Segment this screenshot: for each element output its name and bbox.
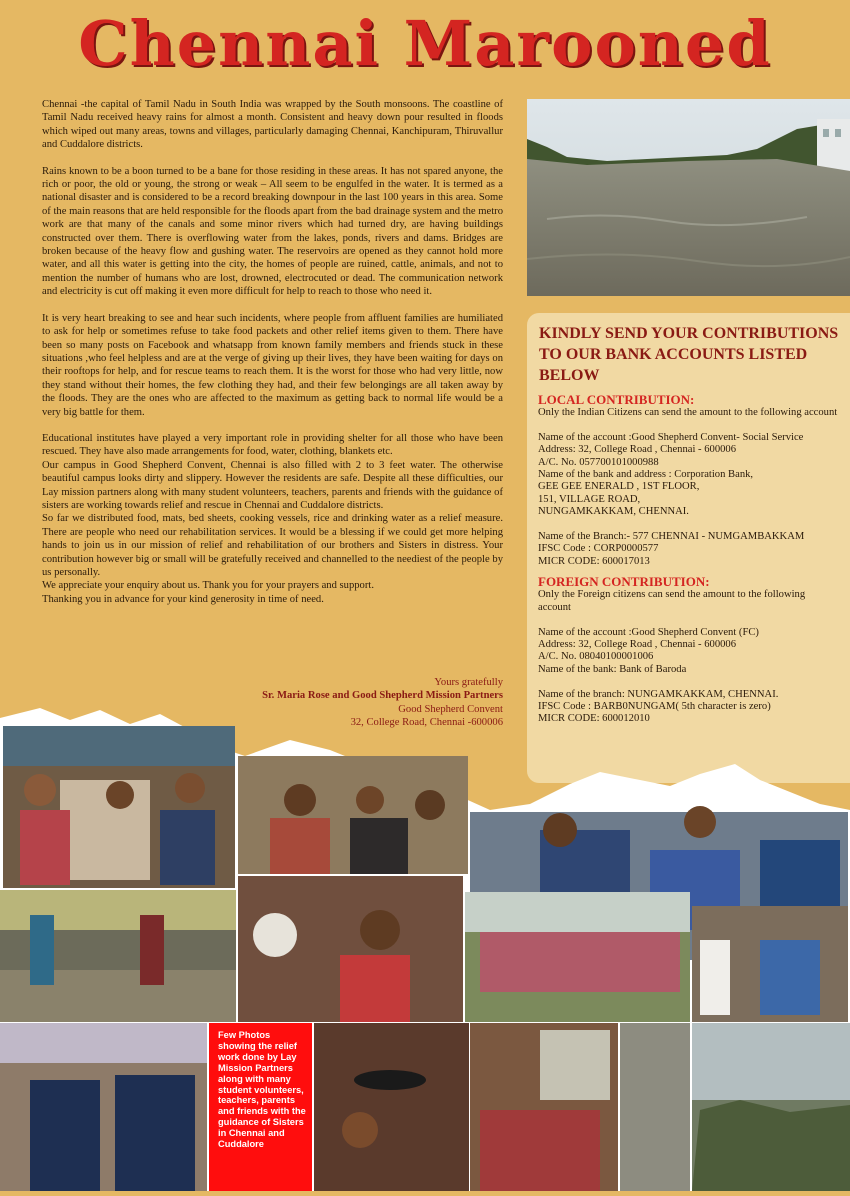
article-paragraph: Rains known to be a boon turned to be a bane for those residing in these areas. It has not spared anyone, the rich or poor, the old or young, the strong or weak – All seem to be engulfed in the water. It is termed as a national disaster and is considered to be a record breaking downpour in the last 100 years in this area. Some of the main reasons that are held responsible for the floods apart from the bad drainage system and the metro work are that many of the canals and some minor rivers which had turned dry, are having buildings constructed over them. There is overflowing water from the lakes, ponds, rivers and dams. Bridges are broken because of the heavy flow and gushing water. The reservoirs are opened as they cannot hold more water, and all this water is getting into the city, the homes of people are ruined, cattle, animals, and not to mention the number of humans who are lost, drowned, electrocuted or dead. The communication network and electricity is cut off making it even more difficult for help to reach to those who need it. [42, 165, 503, 298]
foreign-contribution-details: Only the Foreign citizens can send the amount to the following account Name of the account :Good Shepherd Convent (FC) Address: 32, College Road , Chennai - 600006 A/C. No. 08040100001006 Name of the bank: Bank of Baroda Name of the branch: NUNGAMKAKKAM, CHENNAI. IFSC Code : BARB0NUNGAM( 5th character is zero) MICR CODE: 600012010 [538, 589, 806, 725]
signature-address: 32, College Road, Chennai -600006 [350, 717, 503, 729]
local-contribution-details: Only the Indian Citizens can send the amount to the following account Name of the account :Good Shepherd Convent- Social Service Address: 32, College Road , Chennai - 600006 A/C. No. 057700101000988 Name of the bank and address : Corporation Bank, GEE GEE ENERALD , 1ST FLOOR, 151, VILLAGE ROAD, NUNGAMKAKKAM, CHENNAI. Name of the Branch:- 577 CHENNAI - NUMGAMBAKKAM IFSC Code : CORP0000577 MICR CODE: 600017013 [538, 407, 838, 567]
signature-name: Sr. Maria Rose and Good Shepherd Mission Partners [262, 690, 503, 702]
photo-group-center [238, 756, 468, 874]
article-paragraph: Our campus in Good Shepherd Convent, Chennai is also filled with 2 to 3 feet water. The otherwise beautiful campus looks dirty and slippery. However the residents are safe. Despite all these difficulties, our Lay mission partners along with many student volunteers, teachers, parents and friends with the guidance of sisters are working towards relief and rescue in Chennai and Cuddalore districts. [42, 459, 503, 511]
photo-row-bottom [0, 1023, 850, 1191]
article-paragraph: Chennai -the capital of Tamil Nadu in South India was wrapped by the South monsoons. The coastline of Tamil Nadu received heavy rains for almost a month. Consistent and heavy down pour resulted in floods which wiped out many areas, towns and villages, particularly damaging Chennai, Kanchipuram, Thiruvallur and Cuddalore districts. [42, 99, 503, 151]
article-paragraph: Thanking you in advance for your kind generosity in time of need. [42, 593, 324, 605]
article-paragraph: It is very heart breaking to see and hear such incidents, where people from affluent families are humiliated to ask for help or sometimes refuse to take food packets and other relief items given to them. There have been so many posts on Facebook and whatsapp from known family members and friends stuck in these situations ,who feel helpless and are at the verge of giving up their lives, they have been waiting for days on their rooftops for help, and for rescue teams to reach them. It is the worst for those who had very little, now they stand without their homes, the few clothing they had, and their few belongings are all taken away by the floods. They are the ones who are affected to the maximum as getting back to normal life would be a very big battle for them. [42, 312, 503, 418]
photo-caption-box: Few Photos showing the relief work done by Lay Mission Partners along with many student volunteers, teachers, parents and friends with the guidance of Sisters in Chennai and Cuddalore [209, 1023, 312, 1191]
article-body [42, 98, 503, 606]
panel-heading: KINDLY SEND YOUR CONTRIBUTIONS TO OUR BANK ACCOUNTS LISTED BELOW [539, 325, 839, 384]
signature-org: Good Shepherd Convent [398, 703, 503, 715]
photo-group-left [3, 726, 235, 888]
flood-river-photo [527, 99, 850, 296]
article-paragraph: We appreciate your enquiry about us. Thank you for your prayers and support. [42, 580, 374, 592]
page-title: Chennai Marooned [78, 7, 772, 80]
article-paragraph: Educational institutes have played a very important role in providing shelter for all those who have been rescued. They have also made arrangements for food, water, clothing, blankets etc. [42, 432, 503, 458]
article-paragraph: So far we distributed food, mats, bed sheets, cooking vessels, rice and drinking water as a relief measure. There are people who need our rehabilitation services. It would be a blessing if we could get more helping hands to join us in our mission of relief and rehabilitation of our brothers and Sisters in distress. Your contribution however big or small will be gratefully received and channelled to the neediest of the people by us personally. [42, 513, 503, 578]
foreign-contribution-title: FOREIGN CONTRIBUTION: [538, 574, 710, 590]
signature-closing: Yours gratefully [434, 677, 503, 688]
local-contribution-title: LOCAL CONTRIBUTION: [538, 392, 695, 407]
relief-photo-collage [0, 700, 850, 1191]
